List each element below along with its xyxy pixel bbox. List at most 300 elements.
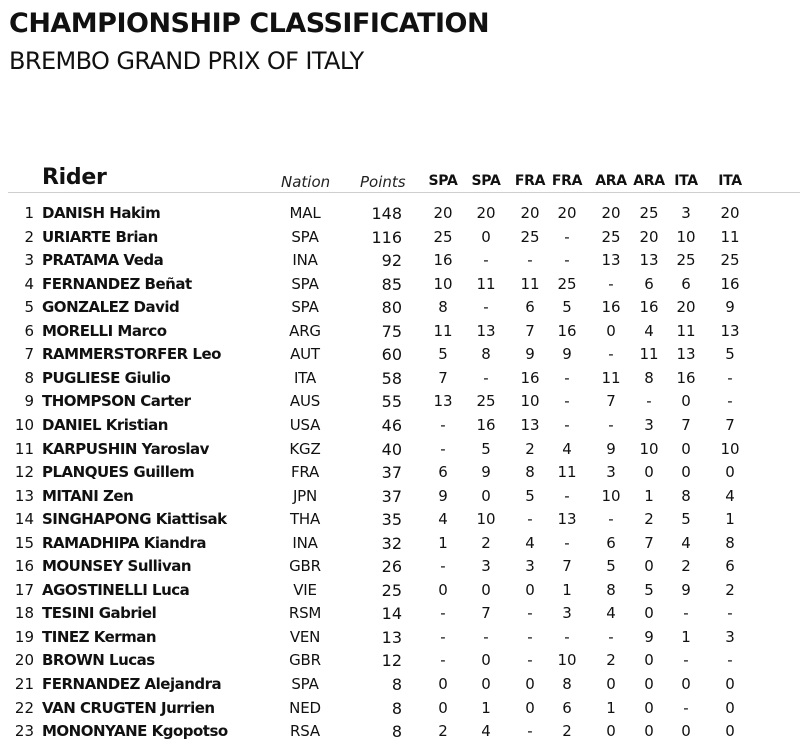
race-result-cell: 0 (525, 675, 535, 693)
rider-name-cell: FERNANDEZ Beñat (42, 274, 192, 293)
race-result-cell: 6 (725, 557, 735, 576)
race-result-cell: 0 (644, 698, 654, 717)
race-result-cell: 7 (606, 392, 616, 411)
rider-name-cell: MORELLI Marco (42, 321, 167, 340)
nation-cell: JPN (292, 486, 318, 505)
race-result-cell: - (440, 415, 446, 434)
race-column-header: ITA (674, 173, 698, 189)
race-result-cell: - (564, 251, 570, 270)
nation-cell: SPA (291, 274, 319, 293)
race-result-cell: 0 (644, 675, 654, 693)
race-result-cell: 13 (601, 251, 621, 270)
table-row (0, 461, 801, 484)
race-result-cell: 16 (520, 368, 540, 387)
race-result-cell: 16 (433, 251, 453, 270)
race-result-cell: 3 (644, 415, 654, 434)
table-row (0, 673, 801, 696)
nation-cell: INA (292, 533, 318, 552)
race-result-cell: 0 (481, 580, 491, 599)
points-cell: 8 (391, 698, 402, 718)
race-result-cell: 9 (562, 345, 572, 364)
position-cell: 20 (14, 651, 34, 670)
points-cell: 8 (391, 675, 402, 694)
race-column-header: ARA (633, 173, 665, 189)
race-result-cell: 7 (562, 557, 572, 576)
race-result-cell: 1 (725, 510, 735, 529)
table-row (0, 273, 801, 296)
rider-name-cell: PUGLIESE Giulio (42, 368, 171, 387)
nation-cell: GBR (289, 651, 321, 670)
race-result-cell: - (608, 415, 614, 434)
race-column-header: FRA (514, 173, 546, 189)
points-cell: 26 (381, 557, 402, 577)
points-cell: 25 (381, 580, 402, 600)
race-result-cell: - (564, 227, 570, 246)
race-result-cell: 20 (676, 298, 696, 317)
race-result-cell: 7 (644, 533, 654, 552)
race-result-cell: 0 (525, 580, 535, 599)
points-cell: 75 (381, 321, 402, 341)
race-result-cell: 7 (438, 368, 448, 387)
race-result-cell: 0 (681, 675, 691, 693)
race-result-cell: 8 (562, 675, 572, 693)
race-result-cell: 10 (720, 439, 740, 458)
nation-cell: MAL (289, 204, 321, 222)
rider-name-cell: DANISH Hakim (42, 204, 161, 222)
race-result-cell: 0 (525, 698, 535, 717)
page-title: CHAMPIONSHIP CLASSIFICATION (9, 8, 490, 39)
position-cell: 2 (24, 227, 34, 246)
race-column-header: FRA (551, 173, 583, 189)
race-result-cell: 0 (438, 675, 448, 693)
race-result-cell: 25 (433, 227, 453, 246)
rider-name-cell: FERNANDEZ Alejandra (42, 675, 222, 693)
race-result-cell: 20 (433, 204, 453, 222)
race-result-cell: 25 (639, 204, 659, 222)
race-result-cell: 8 (606, 580, 616, 599)
race-result-cell: 9 (681, 580, 691, 599)
points-cell: 8 (391, 722, 402, 742)
race-result-cell: 13 (476, 321, 496, 340)
race-result-cell: - (527, 604, 533, 623)
table-row (0, 438, 801, 461)
race-result-cell: 0 (606, 321, 616, 340)
race-result-cell: 11 (433, 321, 453, 340)
race-result-cell: 4 (725, 486, 735, 505)
race-result-cell: 4 (481, 722, 491, 741)
rider-column-header: Rider (42, 165, 107, 190)
race-result-cell: - (483, 251, 489, 270)
race-result-cell: 8 (438, 298, 448, 317)
race-result-cell: 10 (676, 227, 696, 246)
race-result-cell: 8 (725, 533, 735, 552)
race-result-cell: 6 (644, 274, 654, 293)
race-result-cell: 2 (481, 533, 491, 552)
race-result-cell: - (727, 392, 733, 411)
race-result-cell: - (683, 604, 689, 623)
race-result-cell: 4 (681, 533, 691, 552)
race-result-cell: - (440, 604, 446, 623)
race-result-cell: - (483, 298, 489, 317)
nation-cell: THA (289, 510, 321, 529)
points-cell: 37 (381, 486, 402, 506)
points-cell: 92 (381, 251, 402, 271)
race-result-cell: 2 (525, 439, 535, 458)
position-cell: 18 (14, 604, 34, 623)
rider-name-cell: URIARTE Brian (42, 227, 158, 246)
race-result-cell: 20 (520, 204, 540, 222)
race-result-cell: 9 (606, 439, 616, 458)
race-result-cell: 0 (438, 698, 448, 717)
race-result-cell: 11 (639, 345, 659, 364)
race-result-cell: 2 (644, 510, 654, 529)
race-result-cell: - (683, 651, 689, 670)
race-result-cell: - (440, 651, 446, 670)
race-result-cell: 25 (601, 227, 621, 246)
race-result-cell: 0 (644, 557, 654, 576)
race-result-cell: 3 (606, 463, 616, 482)
race-result-cell: 16 (476, 415, 496, 434)
points-cell: 116 (371, 227, 402, 247)
position-cell: 7 (24, 345, 34, 364)
race-result-cell: - (608, 510, 614, 529)
position-cell: 19 (14, 627, 34, 646)
position-cell: 21 (14, 675, 34, 693)
race-result-cell: 0 (681, 392, 691, 411)
race-result-cell: 0 (681, 722, 691, 741)
race-result-cell: 0 (725, 698, 735, 717)
race-result-cell: 11 (601, 368, 621, 387)
position-cell: 5 (24, 298, 34, 317)
race-result-cell: 11 (676, 321, 696, 340)
race-result-cell: 13 (639, 251, 659, 270)
table-row (0, 296, 801, 319)
table-row (0, 697, 801, 720)
points-cell: 80 (381, 298, 402, 318)
race-result-cell: 25 (476, 392, 496, 411)
race-result-cell: 20 (476, 204, 496, 222)
points-cell: 85 (381, 274, 402, 294)
nation-cell: FRA (290, 463, 320, 482)
race-result-cell: 0 (681, 439, 691, 458)
rider-name-cell: AGOSTINELLI Luca (42, 580, 190, 599)
race-column-header: ITA (718, 173, 742, 189)
table-row (0, 249, 801, 272)
race-result-cell: 20 (720, 204, 740, 222)
position-cell: 14 (14, 510, 34, 529)
race-result-cell: 9 (481, 463, 491, 482)
race-result-cell: - (527, 651, 533, 670)
nation-cell: GBR (289, 557, 321, 576)
nation-cell: SPA (291, 675, 319, 693)
table-row (0, 320, 801, 343)
race-result-cell: - (608, 345, 614, 364)
race-result-cell: 0 (725, 463, 735, 482)
nation-column-header: Nation (281, 173, 331, 191)
table-row (0, 508, 801, 531)
race-result-cell: 6 (525, 298, 535, 317)
race-result-cell: 0 (644, 604, 654, 623)
race-result-cell: - (527, 627, 533, 646)
table-row (0, 555, 801, 578)
race-result-cell: 2 (606, 651, 616, 670)
race-result-cell: - (727, 651, 733, 670)
position-cell: 22 (14, 698, 34, 717)
race-result-cell: 0 (644, 463, 654, 482)
race-result-cell: 5 (725, 345, 735, 364)
table-row (0, 579, 801, 602)
race-result-cell: 2 (438, 722, 448, 741)
points-cell: 40 (381, 439, 402, 459)
race-result-cell: 8 (644, 368, 654, 387)
race-result-cell: 0 (438, 580, 448, 599)
race-result-cell: 11 (520, 274, 540, 293)
race-result-cell: 1 (481, 698, 491, 717)
race-result-cell: 2 (681, 557, 691, 576)
table-row (0, 532, 801, 555)
race-result-cell: 20 (557, 204, 577, 222)
race-result-cell: 7 (681, 415, 691, 434)
race-result-cell: - (727, 604, 733, 623)
race-result-cell: 0 (481, 651, 491, 670)
rider-name-cell: DANIEL Kristian (42, 415, 168, 434)
race-result-cell: 13 (720, 321, 740, 340)
race-result-cell: 25 (520, 227, 540, 246)
race-result-cell: 3 (725, 627, 735, 646)
points-cell: 148 (371, 204, 402, 223)
race-result-cell: 20 (639, 227, 659, 246)
nation-cell: VIE (293, 580, 317, 599)
rider-name-cell: SINGHAPONG Kiattisak (42, 510, 227, 529)
race-result-cell: 13 (676, 345, 696, 364)
race-result-cell: 10 (639, 439, 659, 458)
race-result-cell: 3 (681, 204, 691, 222)
race-result-cell: 0 (681, 463, 691, 482)
race-result-cell: - (483, 627, 489, 646)
race-result-cell: 4 (438, 510, 448, 529)
position-cell: 12 (14, 463, 34, 482)
race-result-cell: 13 (557, 510, 577, 529)
race-result-cell: 8 (681, 486, 691, 505)
race-result-cell: 0 (644, 722, 654, 741)
race-result-cell: 13 (433, 392, 453, 411)
race-result-cell: 3 (525, 557, 535, 576)
race-column-header: SPA (471, 173, 501, 189)
position-cell: 23 (14, 722, 34, 741)
race-result-cell: - (440, 627, 446, 646)
points-cell: 12 (381, 651, 402, 671)
position-cell: 10 (14, 415, 34, 434)
nation-cell: RSM (288, 604, 322, 623)
points-cell: 58 (381, 368, 402, 388)
race-result-cell: 16 (639, 298, 659, 317)
race-result-cell: 8 (525, 463, 535, 482)
race-result-cell: 7 (525, 321, 535, 340)
rider-name-cell: MONONYANE Kgopotso (42, 722, 228, 741)
race-result-cell: - (564, 533, 570, 552)
table-row (0, 226, 801, 249)
race-result-cell: - (527, 722, 533, 741)
race-result-cell: 1 (681, 627, 691, 646)
points-cell: 13 (381, 627, 402, 647)
race-result-cell: 9 (725, 298, 735, 317)
nation-cell: ARG (289, 321, 321, 340)
race-result-cell: 16 (557, 321, 577, 340)
race-result-cell: 5 (681, 510, 691, 529)
position-cell: 17 (14, 580, 34, 599)
race-result-cell: - (440, 557, 446, 576)
position-cell: 15 (14, 533, 34, 552)
points-cell: 32 (381, 533, 402, 553)
race-result-cell: - (527, 251, 533, 270)
position-cell: 3 (24, 251, 34, 270)
race-result-cell: 5 (438, 345, 448, 364)
header-divider (8, 192, 800, 193)
race-result-cell: 11 (557, 463, 577, 482)
race-result-cell: 7 (481, 604, 491, 623)
race-result-cell: 2 (562, 722, 572, 741)
race-result-cell: 4 (606, 604, 616, 623)
points-cell: 55 (381, 392, 402, 412)
race-result-cell: 4 (644, 321, 654, 340)
nation-cell: SPA (291, 227, 319, 246)
nation-cell: SPA (291, 298, 319, 317)
rider-name-cell: TINEZ Kerman (42, 627, 157, 646)
race-result-cell: 4 (525, 533, 535, 552)
position-cell: 11 (14, 439, 34, 458)
position-cell: 13 (14, 486, 34, 505)
table-row (0, 602, 801, 625)
nation-cell: ITA (293, 368, 317, 387)
race-result-cell: 0 (644, 651, 654, 670)
position-cell: 8 (24, 368, 34, 387)
race-result-cell: 1 (562, 580, 572, 599)
rider-name-cell: RAMMERSTORFER Leo (42, 345, 221, 364)
rider-name-cell: KARPUSHIN Yaroslav (42, 439, 209, 458)
position-cell: 9 (24, 392, 34, 411)
race-result-cell: - (564, 392, 570, 411)
race-result-cell: 25 (720, 251, 740, 270)
race-result-cell: 5 (644, 580, 654, 599)
points-cell: 60 (381, 345, 402, 365)
race-result-cell: 10 (557, 651, 577, 670)
table-row (0, 414, 801, 437)
position-cell: 6 (24, 321, 34, 340)
race-result-cell: 1 (644, 486, 654, 505)
points-cell: 35 (381, 510, 402, 530)
rider-name-cell: VAN CRUGTEN Jurrien (42, 698, 215, 717)
nation-cell: INA (292, 251, 318, 270)
nation-cell: USA (289, 415, 321, 434)
race-result-cell: 16 (601, 298, 621, 317)
table-row (0, 202, 801, 225)
race-result-cell: 3 (481, 557, 491, 576)
rider-name-cell: PRATAMA Veda (42, 251, 164, 270)
race-result-cell: - (527, 510, 533, 529)
nation-cell: AUT (290, 345, 320, 364)
event-subtitle: BREMBO GRAND PRIX OF ITALY (9, 47, 364, 75)
rider-name-cell: MOUNSEY Sullivan (42, 557, 192, 576)
race-result-cell: 25 (557, 274, 577, 293)
table-row (0, 626, 801, 649)
rider-name-cell: TESINI Gabriel (42, 604, 157, 623)
race-result-cell: 16 (720, 274, 740, 293)
nation-cell: AUS (289, 392, 321, 411)
position-cell: 4 (24, 274, 34, 293)
race-result-cell: - (564, 415, 570, 434)
race-result-cell: 10 (520, 392, 540, 411)
race-result-cell: 5 (606, 557, 616, 576)
race-result-cell: 1 (606, 698, 616, 717)
race-result-cell: 10 (433, 274, 453, 293)
race-result-cell: 5 (562, 298, 572, 317)
race-result-cell: 0 (606, 722, 616, 741)
race-result-cell: 10 (476, 510, 496, 529)
race-result-cell: 10 (601, 486, 621, 505)
race-result-cell: - (564, 627, 570, 646)
race-result-cell: - (564, 368, 570, 387)
race-result-cell: 0 (481, 227, 491, 246)
table-row (0, 485, 801, 508)
race-result-cell: 0 (481, 486, 491, 505)
race-result-cell: - (483, 368, 489, 387)
nation-cell: VEN (289, 627, 321, 646)
race-result-cell: 0 (725, 675, 735, 693)
position-cell: 1 (24, 204, 34, 222)
race-result-cell: 2 (725, 580, 735, 599)
points-column-header: Points (360, 173, 406, 191)
race-result-cell: 5 (525, 486, 535, 505)
race-result-cell: - (646, 392, 652, 411)
table-row (0, 390, 801, 413)
rider-name-cell: MITANI Zen (42, 486, 134, 505)
points-cell: 14 (381, 604, 402, 624)
race-result-cell: 6 (438, 463, 448, 482)
race-result-cell: 0 (481, 675, 491, 693)
table-row (0, 720, 801, 743)
race-result-cell: - (727, 368, 733, 387)
race-result-cell: 16 (676, 368, 696, 387)
race-result-cell: 9 (644, 627, 654, 646)
race-result-cell: - (683, 698, 689, 717)
race-result-cell: 11 (476, 274, 496, 293)
points-cell: 46 (381, 415, 402, 435)
rider-name-cell: PLANQUES Guillem (42, 463, 195, 482)
race-result-cell: - (608, 627, 614, 646)
race-result-cell: 8 (481, 345, 491, 364)
race-result-cell: 3 (562, 604, 572, 623)
race-result-cell: 5 (481, 439, 491, 458)
race-result-cell: 25 (676, 251, 696, 270)
race-result-cell: 7 (725, 415, 735, 434)
race-result-cell: 11 (720, 227, 740, 246)
race-result-cell: 4 (562, 439, 572, 458)
race-result-cell: 1 (438, 533, 448, 552)
race-result-cell: - (608, 274, 614, 293)
nation-cell: KGZ (289, 439, 321, 458)
nation-cell: RSA (290, 722, 320, 741)
race-column-header: SPA (428, 173, 458, 189)
race-result-cell: 9 (438, 486, 448, 505)
race-result-cell: - (440, 439, 446, 458)
table-row (0, 367, 801, 390)
race-result-cell: 13 (520, 415, 540, 434)
rider-name-cell: RAMADHIPA Kiandra (42, 533, 207, 552)
race-result-cell: 0 (606, 675, 616, 693)
race-result-cell: 20 (601, 204, 621, 222)
race-result-cell: 9 (525, 345, 535, 364)
race-result-cell: 6 (681, 274, 691, 293)
